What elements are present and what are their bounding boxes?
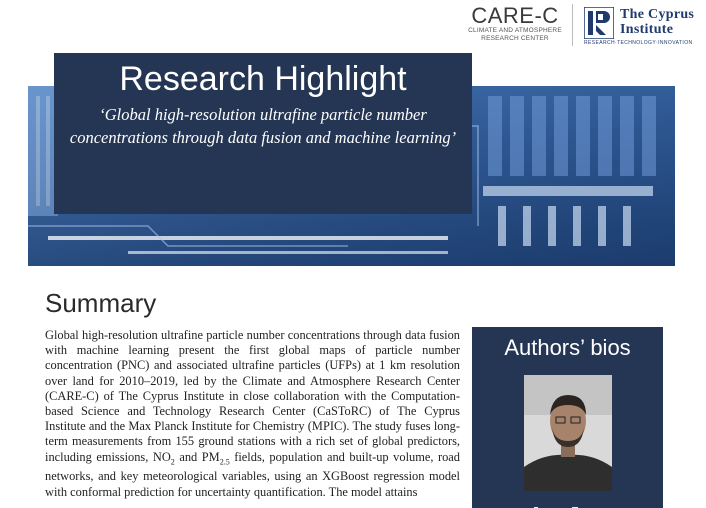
paper-title: ‘Global high-resolution ultrafine particle number concentrations through data fusion and machine learning’ xyxy=(69,105,457,147)
cyprus-institute-logo-icon xyxy=(584,7,614,39)
summary-text xyxy=(45,328,460,508)
cyi-name-line1: The Cyprus xyxy=(620,7,695,22)
authors-panel xyxy=(472,327,663,508)
page-title: Research Highlight xyxy=(119,60,407,98)
authors-heading: Authors’ bios xyxy=(504,335,631,360)
author-name-partial xyxy=(532,499,602,508)
summary-text-part3: fields, population and built-up volume, road networks, and key meteorological variables, using an XGBoost regression model with conformal prediction for uncertainty quantification. The model attains xyxy=(45,449,460,499)
cyi-name-line2: Institute xyxy=(620,22,674,37)
pm25-subscript: 2.5 xyxy=(219,457,230,467)
author-portrait-icon xyxy=(524,375,612,491)
cyi-tagline: RESEARCH·TECHNOLOGY·INNOVATION xyxy=(584,40,693,46)
care-c-subtitle-line1: CLIMATE AND ATMOSPHERE xyxy=(468,27,562,34)
care-c-logo xyxy=(462,5,568,43)
logo-divider xyxy=(572,4,573,46)
care-c-logo-text: CARE-C xyxy=(471,3,559,28)
summary-heading: Summary xyxy=(45,288,157,318)
summary-text-part1: Global high-resolution ultrafine particle number concentrations through data fusion with machine learning present the first global maps of particle number concentration (PNC) and associated ultrafine particles (UFPs) at 1 km resolution over land for 2010–2019, led by the Climate and Atmosphere Research Center (CARE-C) of The Cyprus Institute in close collaboration with the Computation-based Science and Technology Research Center (CaSToRC) of The Cyprus Institute and the Max Planck Institute for Chemistry (MPIC). The study fuses long-term measurements from 155 ground stations with a rich set of global predictors, including emissions, NO xyxy=(45,328,460,464)
care-c-subtitle-line2: RESEARCH CENTER xyxy=(481,35,549,42)
no2-subscript: 2 xyxy=(170,457,175,467)
author-photo xyxy=(524,375,612,491)
cyprus-institute-wordmark xyxy=(620,8,700,37)
summary-text-part2: and PM xyxy=(174,449,220,464)
title-panel xyxy=(54,53,472,214)
